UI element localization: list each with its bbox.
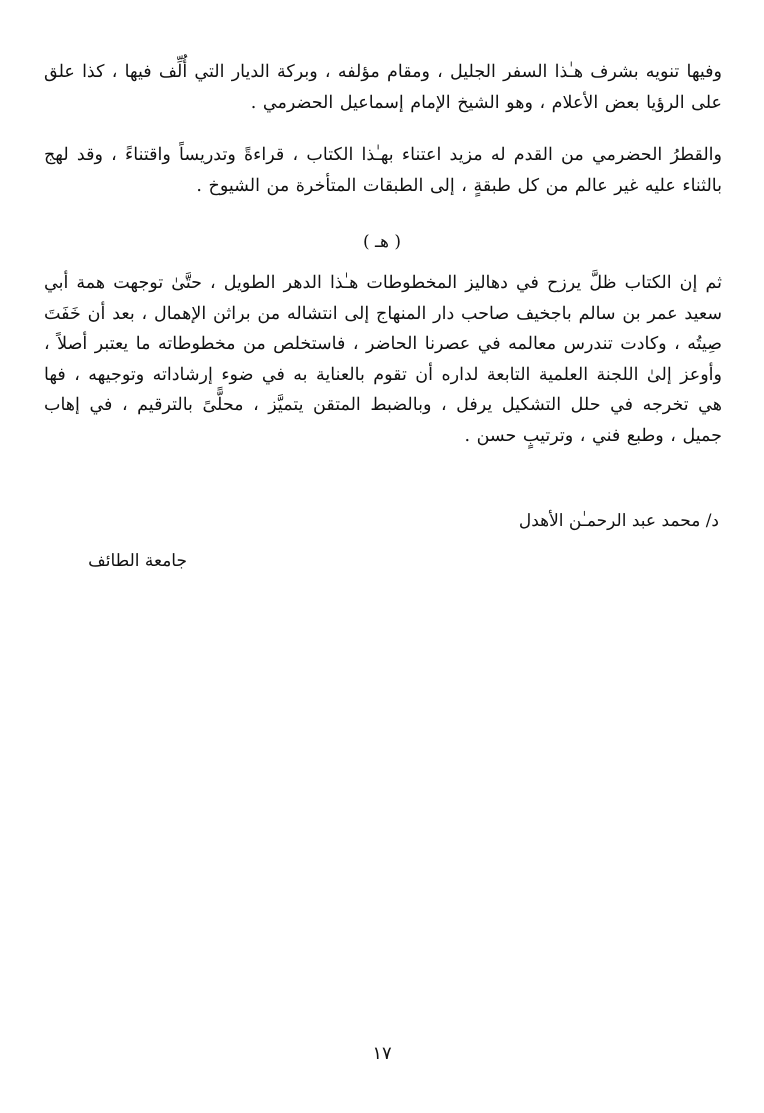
paragraph-hadrami-interest: والقطرُ الحضرمي من القدم له مزيد اعتناء بهـٰذا الكتاب ، قراءةً وتدريساً واقتناءً ، وقد لهج بالثناء عليه غير عالم من كل طبقةٍ ، إلى الطبقات المتأخرة من الشيوخ . xyxy=(44,145,722,196)
paragraph-manuscript-history: ثم إن الكتاب ظلَّ يرزح في دهاليز المخطوطات هـٰذا الدهر الطويل ، حتَّىٰ توجهت همة أبي سعيد عمر بن سالم باجخيف صاحب دار المنهاج إلى انتشاله من براثن الإهمال ، بعد أن خَفَتَ صِيتُه ، وكادت تندرس معالمه في عصرنا الحاضر ، فاستخلص من مخطوطاته ما يعتبر أصلاً ، وأوعز إلىٰ اللجنة العلمية التابعة لداره أن تقوم بالعناية به في ضوء إرشاداته وتوجيهه ، فها هي تخرجه في حلل التشكيل يرفل ، وبالضبط المتقن يتميَّز ، محلًّىً بالترقيم ، في إهاب جميل ، وطبع فني ، وترتيبٍ حسن . xyxy=(44,273,722,446)
signature-affiliation: جامعة الطائف xyxy=(88,551,187,571)
page-number: ١٧ xyxy=(372,1043,392,1064)
signature-author-name: د/ محمد عبد الرحمـٰن الأهدل xyxy=(518,511,719,531)
paragraph-vision-commentary: وفيها تنويه بشرف هـٰذا السفر الجليل ، ومقام مؤلفه ، وبركة الديار التي أُلِّف فيها ، كذا علق على الرؤيا بعض الأعلام ، وهو الشيخ الإمام إسماعيل الحضرمي . xyxy=(44,62,722,113)
section-heading: ( هـ ) xyxy=(362,232,402,252)
